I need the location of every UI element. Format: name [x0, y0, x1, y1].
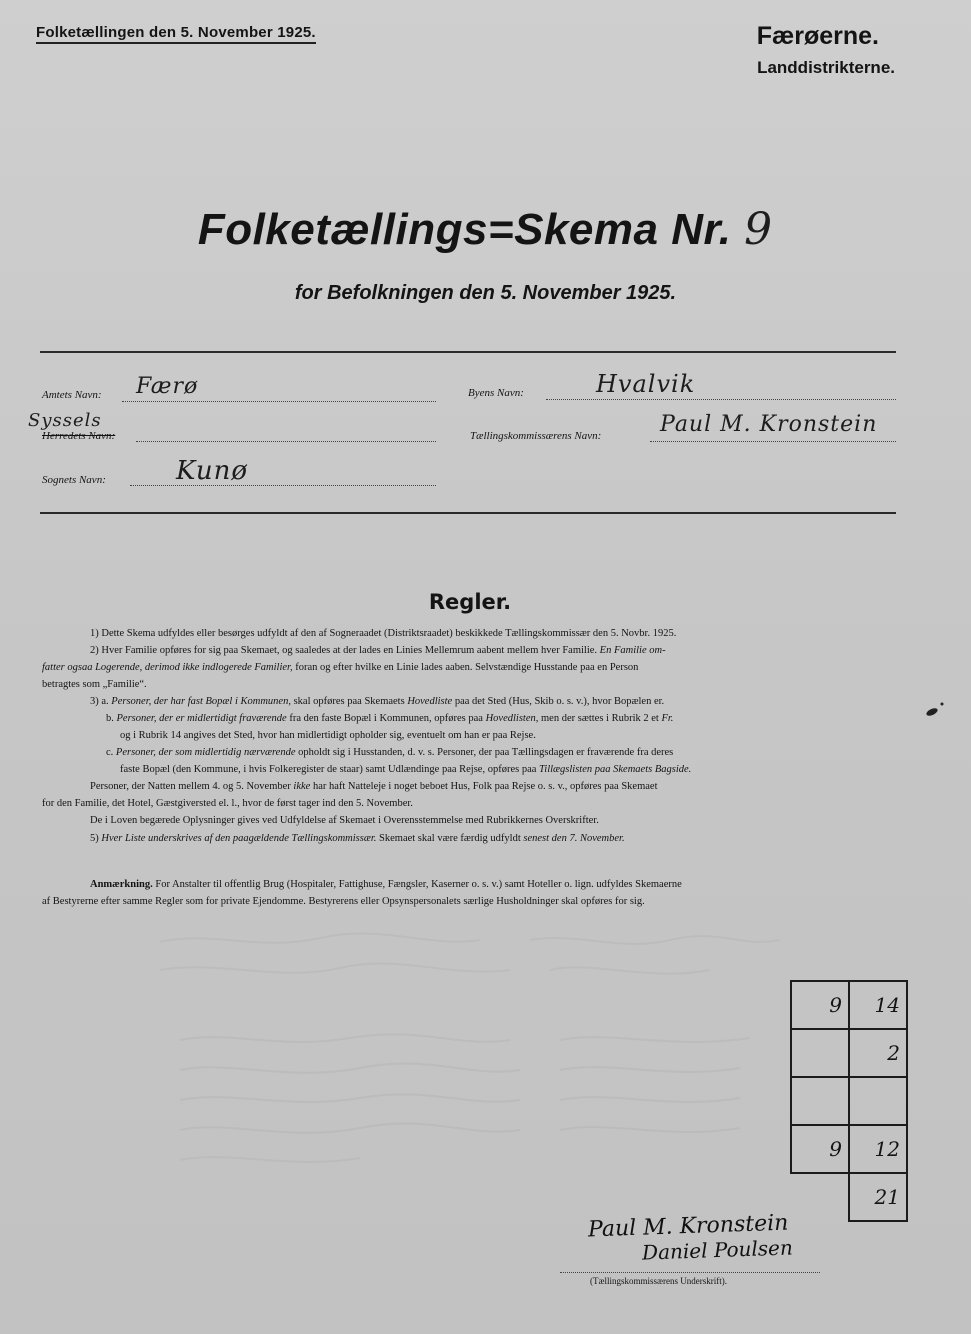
by-value: Hvalvik	[596, 370, 696, 398]
tally-cell: 21	[849, 1173, 907, 1221]
rule-3a-post: skal opføres paa Skemaets	[293, 696, 405, 707]
herred-label	[42, 430, 115, 442]
rule-2a: 2) Hver Familie opføres for sig paa Skemaet, og saaledes at der lades en Linies Mellemrum aabent mellem hver Familie.	[90, 645, 598, 656]
tally-cell: 9	[791, 981, 849, 1029]
rule-2d: foran og efter hvilke en Linie lades aaben. Selvstændige Husstande paa en Person	[295, 662, 639, 673]
rule-3c-it: Personer, der som midlertidig nærværende	[115, 747, 296, 758]
tally-row	[791, 1029, 907, 1077]
census-date-header: Folketællingen den 5. November 1925.	[36, 24, 316, 44]
top-divider	[40, 351, 896, 353]
herred-line	[136, 441, 436, 442]
region-subtitle: Landdistrikterne.	[757, 58, 895, 77]
rule-4b: for den Familie, det Hotel, Gæstgiversted el. l., hvor de først tager ind den 5. November.	[42, 798, 413, 809]
form-title	[0, 204, 971, 255]
signature-1: Paul M. Kronstein	[587, 1210, 789, 1243]
rule-5-post: Skemaet skal være færdig udfyldt	[379, 833, 521, 844]
rule-4a	[90, 779, 658, 795]
rule-2b: En Familie om-	[599, 645, 666, 656]
form-number: 9	[744, 204, 774, 255]
rule-3b-it2: Hovedlisten,	[485, 713, 539, 724]
tally-cell: 2	[849, 1029, 907, 1077]
tally-cell-empty	[791, 1173, 849, 1221]
rule-3c-cont	[120, 762, 691, 778]
herred-label-text: Herredets Navn:	[42, 430, 116, 442]
signature-line	[560, 1272, 820, 1273]
rule-4a-pre: Personer, der Natten mellem 4. og 5. November	[90, 781, 291, 792]
rule-2e: betragtes som „Familie“.	[42, 679, 147, 690]
rule-2-line-2	[42, 660, 638, 676]
by-label: Byens Navn:	[468, 387, 524, 399]
amt-line	[122, 401, 436, 402]
rule-5-it2: senest den 7. November.	[523, 833, 625, 844]
rule-4a-it: ikke	[293, 781, 311, 792]
rule-3a-it2: Hovedliste	[407, 696, 453, 707]
rule-3c-post: opholdt sig i Husstanden, d. v. s. Personer, der paa Tællingsdagen er fraværende fra deres	[298, 747, 674, 758]
bottom-divider	[40, 512, 896, 514]
rule-3a-end: paa det Sted (Hus, Skib o. s. v.), hvor Bopælen er.	[454, 696, 665, 707]
tally-cell	[791, 1029, 849, 1077]
rule-3a	[90, 694, 664, 710]
kommissaer-label: Tællingskommissærens Navn:	[470, 430, 602, 442]
kommissaer-value: Paul M. Kronstein	[660, 412, 878, 437]
note-text-2: af Bestyrerne efter samme Regler som for private Ejendomme. Bestyrerens eller Opsynspersonalets særlige Husholdninger skal opføres for sig.	[42, 896, 645, 907]
rule-4a-post: har haft Natteleje i noget beboet Hus, Folk paa Rejse o. s. v., opføres paa Skemaet	[312, 781, 658, 792]
tally-cell: 9	[791, 1125, 849, 1173]
rule-1: 1) Dette Skema udfyldes eller besørges udfyldt af den af Sogneraadet (Distriktsraadet) beskikkede Tællingskommissær den 5. Novbr. 1925.	[90, 628, 677, 639]
tally-row	[791, 1173, 907, 1221]
form-title-text: Folketællings=Skema Nr.	[197, 205, 732, 254]
rule-3c-cont-text: faste Bopæl (den Kommune, i hvis Folkeregister de staar) samt Udlændinge paa Rejse, opføres paa	[120, 764, 537, 775]
rule-3b-it: Personer, der er midlertidigt fraværende	[116, 713, 287, 724]
signature-2: Daniel Poulsen	[641, 1235, 794, 1265]
tally-cell: 12	[849, 1125, 907, 1173]
rule-3b-cont: og i Rubrik 14 angives det Sted, hvor han midlertidigt opholder sig, eventuelt om han er paa Rejse.	[120, 730, 536, 741]
kommissaer-line	[650, 441, 896, 442]
amt-label: Amtets Navn:	[42, 389, 102, 401]
bleed-through-handwriting	[150, 930, 790, 1190]
signature-caption: (Tællingskommissærens Underskrift).	[590, 1276, 727, 1286]
note-text-1: For Anstalter til offentlig Brug (Hospitaler, Fattighuse, Fængsler, Kaserner o. s. v.) samt Hoteller o. lign. udfyldes Skemaerne	[155, 879, 682, 890]
rule-3a-it: Personer, der har fast Bopæl i Kommunen,	[111, 696, 291, 707]
rule-5-it: Hver Liste underskrives af den paagældende Tællingskommissær.	[101, 833, 377, 844]
sogn-label: Sognets Navn:	[42, 474, 106, 486]
by-line	[546, 399, 896, 400]
tally-row	[791, 1077, 907, 1125]
rule-3c-pre: c.	[106, 747, 114, 758]
region-title: Færøerne.	[756, 22, 879, 50]
tally-table	[790, 980, 908, 1222]
ink-mark-shape	[918, 700, 948, 720]
sogn-value: Kunø	[176, 456, 248, 486]
amt-value: Færø	[136, 374, 199, 399]
rule-5	[90, 831, 625, 847]
rule-3c	[106, 745, 673, 761]
rule-3a-pre: 3) a.	[90, 696, 109, 707]
rule-5-pre: 5)	[90, 833, 99, 844]
bleed-through-strokes	[150, 930, 790, 1190]
tally-cell: 14	[849, 981, 907, 1029]
rule-3b	[106, 711, 673, 727]
tally-cell	[849, 1077, 907, 1125]
ink-mark	[918, 700, 948, 720]
rule-2-line-1	[90, 643, 666, 659]
rule-3b-post: fra den faste Bopæl i Kommunen, opføres paa	[289, 713, 483, 724]
tally-cell	[791, 1077, 849, 1125]
note-label: Anmærkning.	[90, 879, 153, 890]
rule-3b-end: men der sættes i Rubrik 2 et	[541, 713, 659, 724]
tally-row	[791, 1125, 907, 1173]
rule-3b-pre: b.	[106, 713, 114, 724]
form-subtitle: for Befolkningen den 5. November 1925.	[294, 282, 677, 304]
tally-row	[791, 981, 907, 1029]
rule-2c: fatter ogsaa Logerende, derimod ikke indlogerede Familier,	[42, 662, 293, 673]
note-line-1	[90, 877, 682, 893]
rule-3b-it3: Fr.	[661, 713, 674, 724]
rules-heading: Regler.	[428, 590, 512, 614]
rule-4c: De i Loven begærede Oplysninger gives ved Udfyldelse af Skemaet i Overensstemmelse med Rubrikkernes Overskrifter.	[90, 815, 599, 826]
syssel-handwritten: Syssels	[28, 410, 102, 431]
rule-3c-it2: Tillægslisten paa Skemaets Bagside.	[539, 764, 692, 775]
